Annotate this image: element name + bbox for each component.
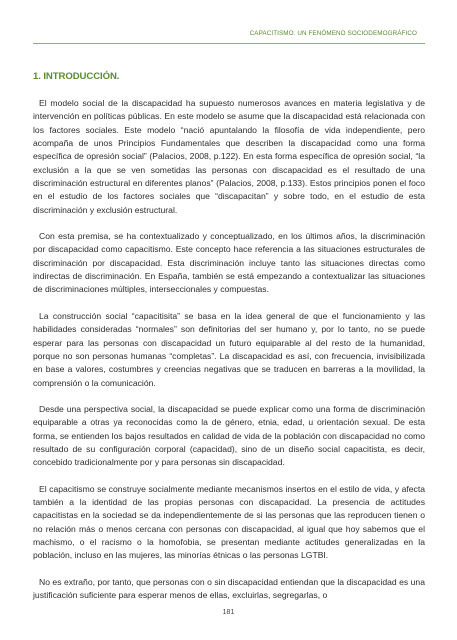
section-heading: 1. INTRODUCCIÓN. (33, 71, 120, 82)
paragraph-2: Con esta premisa, se ha contextualizado y conceptualizado, en los últimos años, la discriminación por discapacidad como capacitismo. Este concepto hace referencia a las situaciones estructurales de discriminación por discapacidad. Esta discriminación incluye tanto las situaciones directas como indirectas de discriminación. En España, también se está empezando a contextualizar las situaciones de discriminaciones múltiples, interseccionales y compuestas. (33, 231, 425, 295)
running-header: CAPACITISMO: UN FENÓMENO SOCIODEMOGRÁFICO (249, 30, 417, 37)
paragraph-3: La construcción social “capacitisita” se basa en la idea general de que el funcionamiento y las habilidades consideradas “normales” son definitorias del ser humano y, por lo tanto, no se puede esperar para las personas con discapacidad un futuro equiparable al del resto de la humanidad, porque no son personas humanas “completas”. La discapacidad es así, con frecuencia, invisibilizada en base a valores, costumbres y creencias negativas que se traducen en barreras a la movilidad, la comprensión o la comunicación. (33, 310, 425, 388)
paragraph-1: El modelo social de la discapacidad ha supuesto numerosos avances en materia legislativa y de intervención en políticas públicas. En este modelo se asume que la discapacidad está relacionada con los factores sociales. Este modelo “nació apuntalando la filosofía de vida independiente, pero acompaña de unos Principios Fundamentales que describen la discapacidad como una forma específica de opresión social” (Palacios, 2008, p.122). En esta forma específica de opresión social, “la exclusión a la que se ven sometidas las personas con discapacidad es el resultado de una discriminación estructural en diferentes planos” (Palacios, 2008, p.133). Estos principios ponen el foco en el estudio de los factores sociales que “discapacitan” y sobre todo, en el estudio de esta discriminación y exclusión estructural. (33, 98, 425, 215)
paragraph-4: Desde una perspectiva social, la discapacidad se puede explicar como una forma de discriminación equiparable a otras ya reconocidas como la de género, etnia, edad, u orientación sexual. De esta forma, se entienden los bajos resultados en calidad de vida de la población con discapacidad no como resultado de su configuración corporal (capacidad), sino de un diseño social capacitista, es decir, concebido tradicionalmente por y para personas sin discapacidad. (33, 403, 425, 468)
paragraph-6: No es extraño, por tanto, que personas con o sin discapacidad entiendan que la discapacidad es una justificación suficiente para esperar menos de ellas, excluirlas, segregarlas, o (33, 576, 425, 600)
header-divider (33, 43, 425, 44)
body-text (33, 97, 425, 615)
page-number: 181 (222, 609, 235, 616)
paragraph-5: El capacitismo se construye socialmente mediante mecanismos insertos en el estilo de vida, y afecta también a la identidad de las propias personas con discapacidad. La presencia de actitudes capacitistas en la sociedad se da independientemente de si las personas que las reproducen tienen o no relación más o menos cercana con personas con discapacidad, al igual que hoy sabemos que el machismo, o el racismo o la homofobia, se presentan mediante actitudes generalizadas en la población, incluso en las mujeres, las minorías étnicas o las personas LGTBI. (33, 483, 425, 561)
